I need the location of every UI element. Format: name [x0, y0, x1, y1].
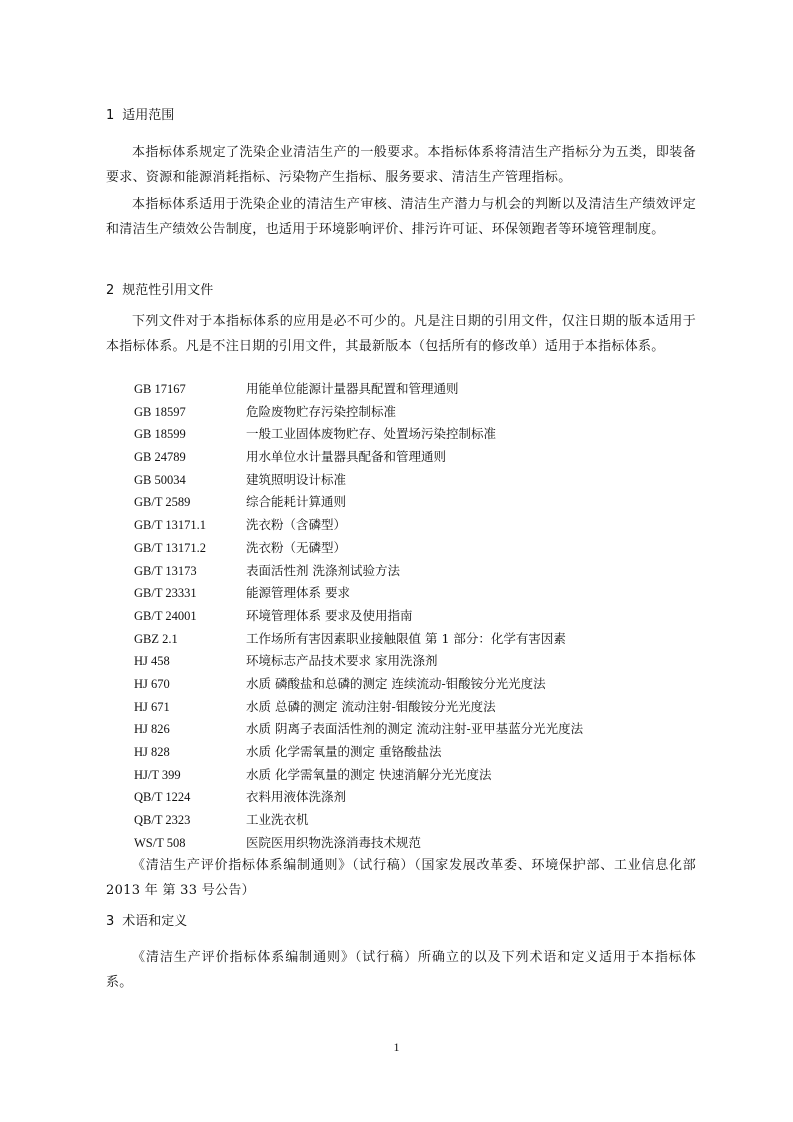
reference-title: 洗衣粉（含磷型） [246, 517, 347, 533]
reference-code: HJ 826 [134, 722, 170, 737]
reference-item [134, 401, 694, 424]
reference-code: GB/T 13173 [134, 563, 197, 578]
reference-item [134, 741, 694, 764]
reference-code: GB/T 24001 [134, 608, 197, 623]
reference-code: GB 24789 [134, 450, 186, 465]
section-1-paragraph-1: 本指标体系规定了洗染企业清洁生产的一般要求。本指标体系将清洁生产指标分为五类，即装备要求、资源和能源消耗指标、污染物产生指标、服务要求、清洁生产管理指标。 [106, 145, 696, 185]
reference-title: 水质 磷酸盐和总磷的测定 连续流动-钼酸铵分光光度法 [246, 675, 546, 691]
reference-item [134, 718, 694, 741]
section-2-number: 2 [106, 283, 115, 298]
reference-code: GBZ 2.1 [134, 631, 178, 646]
section-3-paragraph-1: 《清洁生产评价指标体系编制通则》（试行稿）所确立的以及下列术语和定义适用于本指标体系。 [106, 950, 696, 990]
reference-item [134, 469, 694, 492]
reference-code: GB/T 2589 [134, 495, 191, 510]
section-1-number: 1 [106, 108, 115, 123]
reference-code: HJ 671 [134, 699, 170, 714]
reference-title: 表面活性剂 洗涤剂试验方法 [246, 562, 400, 578]
reference-item [134, 423, 694, 446]
reference-title: 能源管理体系 要求 [246, 585, 350, 601]
reference-code: HJ/T 399 [134, 767, 181, 782]
reference-title: 环境标志产品技术要求 家用洗涤剂 [246, 653, 438, 669]
reference-code: GB 18597 [134, 404, 186, 419]
reference-item [134, 673, 694, 696]
reference-title: 危险废物贮存污染控制标准 [246, 403, 397, 419]
section-2-heading [106, 283, 213, 299]
reference-item [134, 491, 694, 514]
reference-title: 用水单位水计量器具配备和管理通则 [246, 449, 447, 465]
reference-item [134, 605, 694, 628]
section-3-title: 术语和定义 [122, 914, 188, 929]
reference-code: HJ 828 [134, 745, 170, 759]
section-1-paragraph-2: 本指标体系适用于洗染企业的清洁生产审核、清洁生产潜力与机会的判断以及清洁生产绩效评定和清洁生产绩效公告制度，也适用于环境影响评价、排污许可证、环保领跑者等环境管理制度。 [106, 197, 696, 237]
section-1-heading [106, 108, 174, 124]
reference-code: GB/T 23331 [134, 586, 197, 601]
reference-code: GB/T 13171.2 [134, 540, 206, 555]
reference-item [134, 537, 694, 560]
reference-title: 工作场所有害因素职业接触限值 第 1 部分：化学有害因素 [246, 630, 566, 646]
reference-item [134, 764, 694, 787]
reference-title: 水质 化学需氧量的测定 快速消解分光光度法 [246, 766, 492, 782]
reference-title: 水质 阴离子表面活性剂的测定 流动注射-亚甲基蓝分光光度法 [246, 721, 584, 737]
reference-title: 一般工业固体废物贮存、处置场污染控制标准 [246, 426, 497, 442]
reference-item [134, 582, 694, 605]
reference-title: 工业洗衣机 [246, 812, 309, 828]
reference-title: 环境管理体系 要求及使用指南 [246, 607, 413, 623]
reference-item [134, 446, 694, 469]
reference-item [134, 809, 694, 832]
reference-item [134, 786, 694, 809]
reference-item [134, 628, 694, 651]
section-2-intro: 下列文件对于本指标体系的应用是必不可少的。凡是注日期的引用文件，仅注日期的版本适用于本指标体系。凡是不注日期的引用文件，其最新版本（包括所有的修改单）适用于本指标体系。 [106, 314, 696, 354]
reference-title: 水质 总磷的测定 流动注射-钼酸铵分光光度法 [246, 698, 496, 714]
reference-code: GB 17167 [134, 382, 186, 396]
reference-item [134, 650, 694, 673]
reference-title: 用能单位能源计量器具配置和管理通则 [246, 381, 459, 396]
section-3-number: 3 [106, 914, 115, 929]
reference-code: WS/T 508 [134, 835, 186, 850]
reference-code: GB 18599 [134, 427, 186, 442]
reference-item [134, 696, 694, 719]
reference-title: 建筑照明设计标准 [246, 471, 347, 487]
reference-item [134, 378, 694, 401]
reference-code: GB/T 13171.1 [134, 518, 206, 533]
section-2-title: 规范性引用文件 [122, 283, 214, 298]
section-2-note: 《清洁生产评价指标体系编制通则》（试行稿）（国家发展改革委、环境保护部、工业信息化部 2013 年 第 33 号公告） [106, 858, 696, 898]
reference-code: HJ 670 [134, 676, 170, 691]
reference-title: 衣料用液体洗涤剂 [246, 789, 347, 805]
section-1-title: 适用范围 [122, 108, 175, 123]
reference-list [134, 378, 694, 854]
reference-code: QB/T 2323 [134, 813, 191, 828]
reference-title: 综合能耗计算通则 [246, 494, 347, 510]
section-3-heading [106, 914, 187, 930]
reference-item [134, 560, 694, 583]
reference-title: 洗衣粉（无磷型） [246, 539, 347, 555]
reference-title: 医院医用织物洗涤消毒技术规范 [246, 834, 422, 850]
reference-code: HJ 458 [134, 654, 170, 669]
reference-code: GB 50034 [134, 472, 186, 487]
page-number: 1 [393, 1040, 400, 1054]
reference-item [134, 832, 694, 855]
reference-title: 水质 化学需氧量的测定 重铬酸盐法 [246, 744, 442, 759]
reference-item [134, 514, 694, 537]
reference-code: QB/T 1224 [134, 790, 191, 805]
